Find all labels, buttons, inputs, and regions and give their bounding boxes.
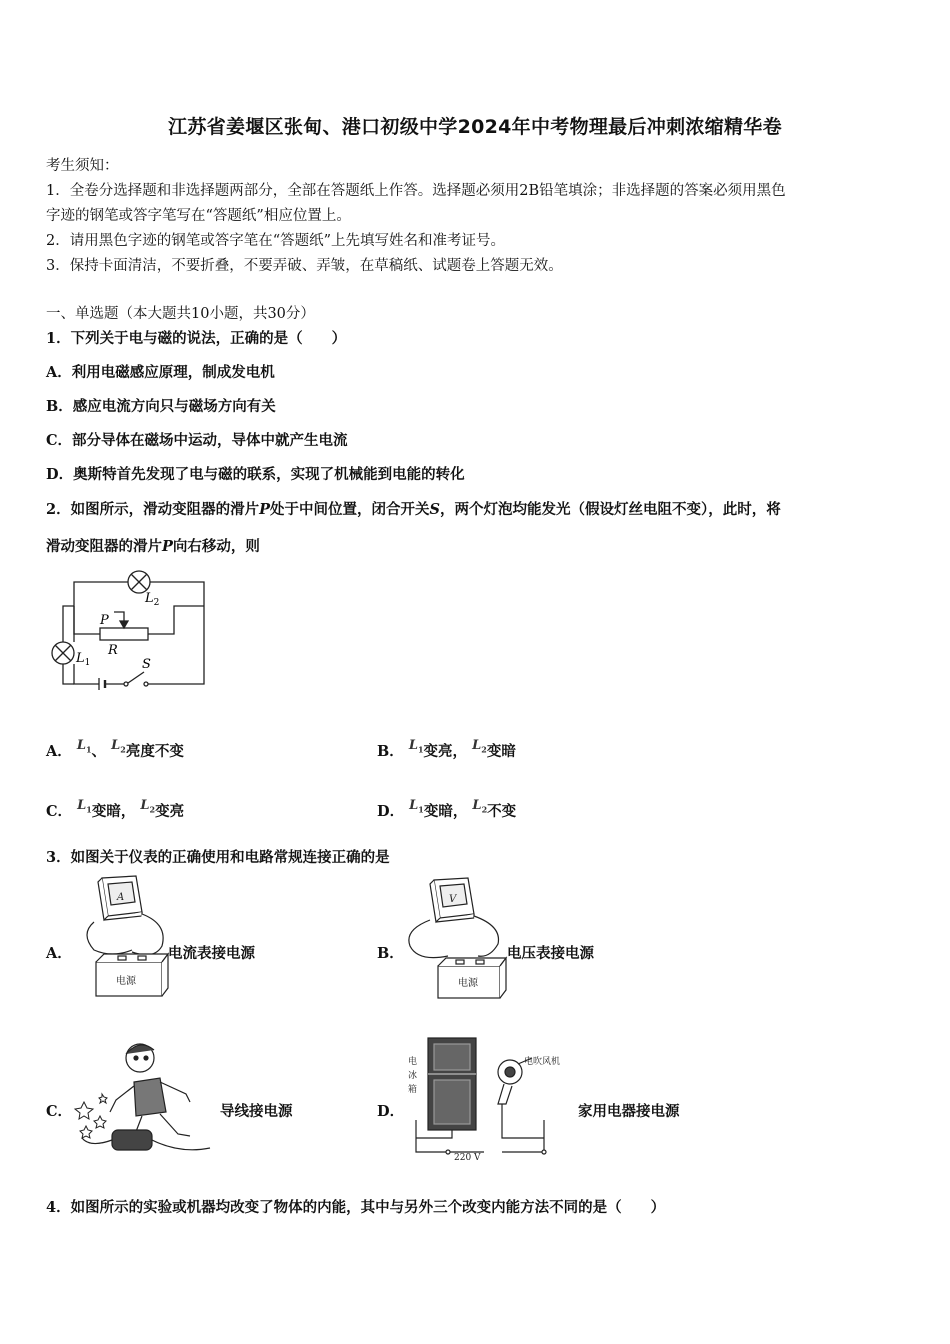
option-text: 变暗 xyxy=(486,743,516,760)
circuit-label-l1: $L_1$ xyxy=(76,651,91,668)
q4-stem: 4．如图所示的实验或机器均改变了物体的内能，其中与另外三个改变内能方法不同的是（ ） xyxy=(46,1199,666,1216)
fridge-label-2: 冰 xyxy=(408,1071,418,1081)
q3-option-b-letter[interactable]: B． xyxy=(377,945,404,962)
symbol-l1: $L_1$ xyxy=(408,738,424,755)
symbol-l1: $L_1$ xyxy=(77,798,92,815)
q2-stem-part: 向右移动，则 xyxy=(172,538,260,555)
q3-stem: 3．如图关于仪表的正确使用和电路常规连接正确的是 xyxy=(46,849,390,866)
option-text: 变暗， xyxy=(91,803,136,820)
q3-option-c-letter[interactable]: C． xyxy=(46,1103,73,1120)
q2-option-a[interactable] xyxy=(46,740,184,762)
q3-option-c-text: 导线接电源 xyxy=(220,1103,293,1120)
notice-item-1: 1．全卷分选择题和非选择题两部分，全部在答题纸上作答。选择题必须用2B铅笔填涂；非选择题的答案必须用黑色 xyxy=(46,183,786,199)
q1-option-b[interactable]: B．感应电流方向只与磁场方向有关 xyxy=(46,398,276,415)
fridge-label-1: 电 xyxy=(408,1057,418,1067)
q2-symbol-s: S xyxy=(429,501,440,518)
symbol-l2: $L_2$ xyxy=(472,738,487,755)
q1-option-c[interactable]: C．部分导体在磁场中运动，导体中就产生电流 xyxy=(46,432,348,449)
q2-circuit-diagram xyxy=(44,566,226,696)
symbol-l1: $L_1$ xyxy=(409,798,424,815)
circuit-label-l2: $L_2$ xyxy=(145,591,160,608)
voltmeter-label: V xyxy=(449,894,457,905)
section-heading: 一、单选题（本大题共10小题，共30分） xyxy=(46,306,315,322)
separator: 、 xyxy=(91,743,107,760)
page-title: 江苏省姜堰区张甸、港口初级中学2024年中考物理最后冲刺浓缩精华卷 xyxy=(168,116,782,138)
circuit-label-s: S xyxy=(142,657,151,672)
voltmeter-illustration xyxy=(404,874,508,1000)
q1-stem: 1．下列关于电与磁的说法，正确的是（ ） xyxy=(46,330,347,347)
option-letter: D． xyxy=(377,803,405,820)
circuit-label-p: P xyxy=(100,613,109,628)
q3-option-d-text: 家用电器接电源 xyxy=(578,1103,680,1120)
option-text: 亮度不变 xyxy=(125,743,184,760)
option-letter: C． xyxy=(46,803,73,820)
dryer-label: 电吹风机 xyxy=(524,1057,561,1067)
q2-option-c[interactable] xyxy=(46,800,184,822)
symbol-l2: $L_2$ xyxy=(472,798,488,815)
q2-symbol-p: P xyxy=(259,501,270,518)
q2-symbol-p: P xyxy=(162,538,173,555)
shorted-wire-illustration xyxy=(70,1038,220,1164)
notice-item-2: 2．请用黑色字迹的钢笔或答字笔在“答题纸”上先填写姓名和准考证号。 xyxy=(46,233,506,249)
power-box-label: 电源 xyxy=(458,978,478,989)
ammeter-label: A xyxy=(117,892,125,903)
symbol-l1: $L_1$ xyxy=(76,738,92,755)
q2-option-d[interactable] xyxy=(377,800,516,822)
symbol-l2: $L_2$ xyxy=(111,738,126,755)
option-letter: B． xyxy=(377,743,404,760)
q3-option-b-text: 电压表接电源 xyxy=(507,945,594,962)
q2-option-b[interactable] xyxy=(377,740,516,762)
q2-stem-part: 2．如图所示，滑动变阻器的滑片 xyxy=(46,501,260,518)
notice-item-3: 3．保持卡面清洁，不要折叠，不要弄破、弄皱，在草稿纸、试题卷上答题无效。 xyxy=(46,258,563,274)
power-box-label: 电源 xyxy=(116,976,136,987)
q2-stem-part: 滑动变阻器的滑片 xyxy=(46,538,162,555)
ammeter-illustration xyxy=(72,872,172,1000)
q3-option-a-letter[interactable]: A． xyxy=(46,945,72,962)
option-text: 变亮 xyxy=(155,803,185,820)
q1-option-d[interactable]: D．奥斯特首先发现了电与磁的联系，实现了机械能到电能的转化 xyxy=(46,466,465,483)
symbol-l2: $L_2$ xyxy=(140,798,156,815)
q3-option-d-letter[interactable]: D． xyxy=(377,1103,405,1120)
circuit-label-r: R xyxy=(108,643,118,658)
notice-heading: 考生须知： xyxy=(46,158,119,174)
q3-option-a-text: 电流表接电源 xyxy=(168,945,255,962)
option-text: 变亮， xyxy=(423,743,468,760)
option-text: 变暗， xyxy=(423,803,468,820)
notice-item-1-cont: 字迹的钢笔或答字笔写在“答题纸”相应位置上。 xyxy=(46,208,351,224)
q2-stem xyxy=(46,498,781,519)
fridge-label-3: 箱 xyxy=(408,1085,418,1095)
option-letter: A． xyxy=(46,743,72,760)
q2-stem-part: ，两个灯泡均能发光（假设灯丝电阻不变），此时，将 xyxy=(439,501,781,518)
q2-stem-cont xyxy=(46,535,260,556)
q2-stem-part: 处于中间位置，闭合开关 xyxy=(270,501,430,518)
voltage-label: 220 V xyxy=(454,1153,481,1163)
q1-option-a[interactable]: A．利用电磁感应原理，制成发电机 xyxy=(46,364,275,381)
household-appliance-illustration xyxy=(404,1034,580,1166)
option-text: 不变 xyxy=(487,803,517,820)
